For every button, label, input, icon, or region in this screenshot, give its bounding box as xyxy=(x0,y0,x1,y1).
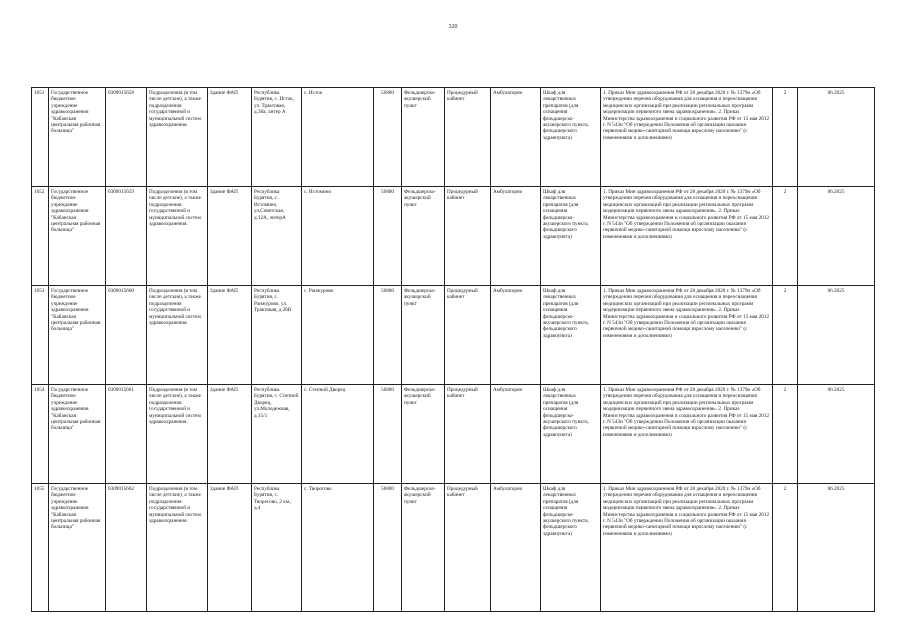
institution-code: 0309015662 xyxy=(106,484,147,612)
table-row xyxy=(32,484,875,612)
delivery-date: 06.2025 xyxy=(798,88,875,187)
settlement: с. Степной Дворец xyxy=(302,385,374,484)
legal-basis: 1. Приказ Мин здравоохранения РФ от 28 декабря 2020 г. № 1379н «Об утверждении перечня оборудования для оснащения и переоснащения медицинских организаций при реализации региональных программ модернизации первичного звена здравоохранения». 2. Приказ Министерства здравоохранения и социального развития РФ от 15 мая 2012 г. N 543н "Об утверждении Положения об организации оказания первичной медико-санитарной помощи взрослому населению" (с изменениями и дополнениями) xyxy=(601,88,773,187)
institution-name: Государственное бюджетное учреждение здравоохранения "Кабанская центральная районная больница" xyxy=(49,484,106,612)
subdivision-type: Подразделения (в том числе детские), а также подразделения государственной и муниципальной систем здравоохранения. xyxy=(147,187,208,286)
index-code: 56800 xyxy=(374,484,402,612)
table-row xyxy=(32,286,875,385)
equipment-name: Шкаф для лекарственных препаратов (для оснащения фельдшерско-акушерского пункта, фельдшерского здравпункта) xyxy=(541,187,601,286)
legal-basis: 1. Приказ Мин здравоохранения РФ от 28 декабря 2020 г. № 1379н «Об утверждении перечня оборудования для оснащения и переоснащения медицинских организаций при реализации региональных программ модернизации первичного звена здравоохранения». 2. Приказ Министерства здравоохранения и социального развития РФ от 15 мая 2012 г. N 543н "Об утверждении Положения об организации оказания первичной медико-санитарной помощи взрослому населению" (с изменениями и дополнениями) xyxy=(601,286,773,385)
room-type: Процедурный кабинет xyxy=(445,286,491,385)
facility-type: Фельдшерско-акушерский пункт xyxy=(402,88,445,187)
quantity: 2 xyxy=(773,187,798,286)
building-type: Здание ФАП xyxy=(208,385,252,484)
room-type: Процедурный кабинет xyxy=(445,484,491,612)
building-type: Здание ФАП xyxy=(208,286,252,385)
address: Республика Бурятия, с. Ранжурово, ул. Трактовая, д.26В xyxy=(252,286,302,385)
index-code: 56800 xyxy=(374,385,402,484)
institution-code: 0309015659 xyxy=(106,187,147,286)
settlement: с. Исток xyxy=(302,88,374,187)
facility-type: Фельдшерско-акушерский пункт xyxy=(402,187,445,286)
subdivision-type: Подразделения (в том числе детские), а также подразделения государственной и муниципальной систем здравоохранения. xyxy=(147,286,208,385)
settlement: с. Истомино xyxy=(302,187,374,286)
quantity: 2 xyxy=(773,484,798,612)
row-number: 1052 xyxy=(32,187,49,286)
index-code: 56800 xyxy=(374,286,402,385)
institution-name: Государственное бюджетное учреждение здравоохранения "Кабанская центральная районная больница" xyxy=(49,385,106,484)
care-condition: Амбулаторно xyxy=(491,484,541,612)
building-type: Здание ФАП xyxy=(208,484,252,612)
delivery-date: 06.2025 xyxy=(798,385,875,484)
legal-basis: 1. Приказ Мин здравоохранения РФ от 28 декабря 2020 г. № 1379н «Об утверждении перечня оборудования для оснащения и переоснащения медицинских организаций при реализации региональных программ модернизации первичного звена здравоохранения». 2. Приказ Министерства здравоохранения и социального развития РФ от 15 мая 2012 г. N 543н "Об утверждении Положения об организации оказания первичной медико-санитарной помощи взрослому населению" (с изменениями и дополнениями) xyxy=(601,484,773,612)
care-condition: Амбулаторно xyxy=(491,385,541,484)
settlement: с. Творогово xyxy=(302,484,374,612)
row-number: 1053 xyxy=(32,286,49,385)
row-number: 1051 xyxy=(32,88,49,187)
address: Республика Бурятия, с. Исток, ул. Трактовая, д.38а, литер А xyxy=(252,88,302,187)
institution-name: Государственное бюджетное учреждение здравоохранения "Кабанская центральная районная больница" xyxy=(49,88,106,187)
row-number: 1055 xyxy=(32,484,49,612)
quantity: 2 xyxy=(773,385,798,484)
page-number: 320 xyxy=(448,24,458,30)
equipment-name: Шкаф для лекарственных препаратов (для оснащения фельдшерско-акушерского пункта, фельдшерского здравпункта) xyxy=(541,385,601,484)
facility-type: Фельдшерско-акушерский пункт xyxy=(402,484,445,612)
index-code: 56800 xyxy=(374,88,402,187)
address: Республика Бурятия, с. Истомино, ул.Советская, д.12А, литерА xyxy=(252,187,302,286)
care-condition: Амбулаторно xyxy=(491,88,541,187)
institution-code: 0309015661 xyxy=(106,385,147,484)
table-row xyxy=(32,88,875,187)
legal-basis: 1. Приказ Мин здравоохранения РФ от 28 декабря 2020 г. № 1379н «Об утверждении перечня оборудования для оснащения и переоснащения медицинских организаций при реализации региональных программ модернизации первичного звена здравоохранения». 2. Приказ Министерства здравоохранения и социального развития РФ от 15 мая 2012 г. N 543н "Об утверждении Положения об организации оказания первичной медико-санитарной помощи взрослому населению" (с изменениями и дополнениями) xyxy=(601,187,773,286)
address: Республика Бурятия, с. Степной Дворец, ул.Молодежная, д.15/1 xyxy=(252,385,302,484)
institution-code: 0309015660 xyxy=(106,286,147,385)
institution-code: 0309015658 xyxy=(106,88,147,187)
settlement: с. Ранжурово xyxy=(302,286,374,385)
room-type: Процедурный кабинет xyxy=(445,385,491,484)
facility-type: Фельдшерско-акушерский пункт xyxy=(402,385,445,484)
index-code: 56800 xyxy=(374,187,402,286)
building-type: Здание ФАП xyxy=(208,187,252,286)
institution-name: Государственное бюджетное учреждение здравоохранения "Кабанская центральная районная больница" xyxy=(49,187,106,286)
equipment-name: Шкаф для лекарственных препаратов (для оснащения фельдшерско-акушерского пункта, фельдшерского здравпункта) xyxy=(541,484,601,612)
subdivision-type: Подразделения (в том числе детские), а также подразделения государственной и муниципальной систем здравоохранения. xyxy=(147,484,208,612)
table-row xyxy=(32,187,875,286)
equipment-registry-table xyxy=(31,87,875,612)
room-type: Процедурный кабинет xyxy=(445,187,491,286)
care-condition: Амбулаторно xyxy=(491,187,541,286)
quantity: 2 xyxy=(773,88,798,187)
delivery-date: 06.2025 xyxy=(798,286,875,385)
delivery-date: 06.2025 xyxy=(798,187,875,286)
equipment-name: Шкаф для лекарственных препаратов (для оснащения фельдшерско-акушерского пункта, фельдшерского здравпункта) xyxy=(541,88,601,187)
care-condition: Амбулаторно xyxy=(491,286,541,385)
room-type: Процедурный кабинет xyxy=(445,88,491,187)
subdivision-type: Подразделения (в том числе детские), а также подразделения государственной и муниципальной систем здравоохранения. xyxy=(147,385,208,484)
address: Республика Бурятия, с. Творогово, 2 км., д.4 xyxy=(252,484,302,612)
building-type: Здание ФАП xyxy=(208,88,252,187)
quantity: 2 xyxy=(773,286,798,385)
delivery-date: 06.2025 xyxy=(798,484,875,612)
institution-name: Государственное бюджетное учреждение здравоохранения "Кабанская центральная районная больница" xyxy=(49,286,106,385)
subdivision-type: Подразделения (в том числе детские), а также подразделения государственной и муниципальной систем здравоохранения. xyxy=(147,88,208,187)
facility-type: Фельдшерско-акушерский пункт xyxy=(402,286,445,385)
row-number: 1054 xyxy=(32,385,49,484)
legal-basis: 1. Приказ Мин здравоохранения РФ от 28 декабря 2020 г. № 1379н «Об утверждении перечня оборудования для оснащения и переоснащения медицинских организаций при реализации региональных программ модернизации первичного звена здравоохранения». 2. Приказ Министерства здравоохранения и социального развития РФ от 15 мая 2012 г. N 543н "Об утверждении Положения об организации оказания первичной медико-санитарной помощи взрослому населению" (с изменениями и дополнениями) xyxy=(601,385,773,484)
table-row xyxy=(32,385,875,484)
equipment-name: Шкаф для лекарственных препаратов (для оснащения фельдшерско-акушерского пункта, фельдшерского здравпункта) xyxy=(541,286,601,385)
